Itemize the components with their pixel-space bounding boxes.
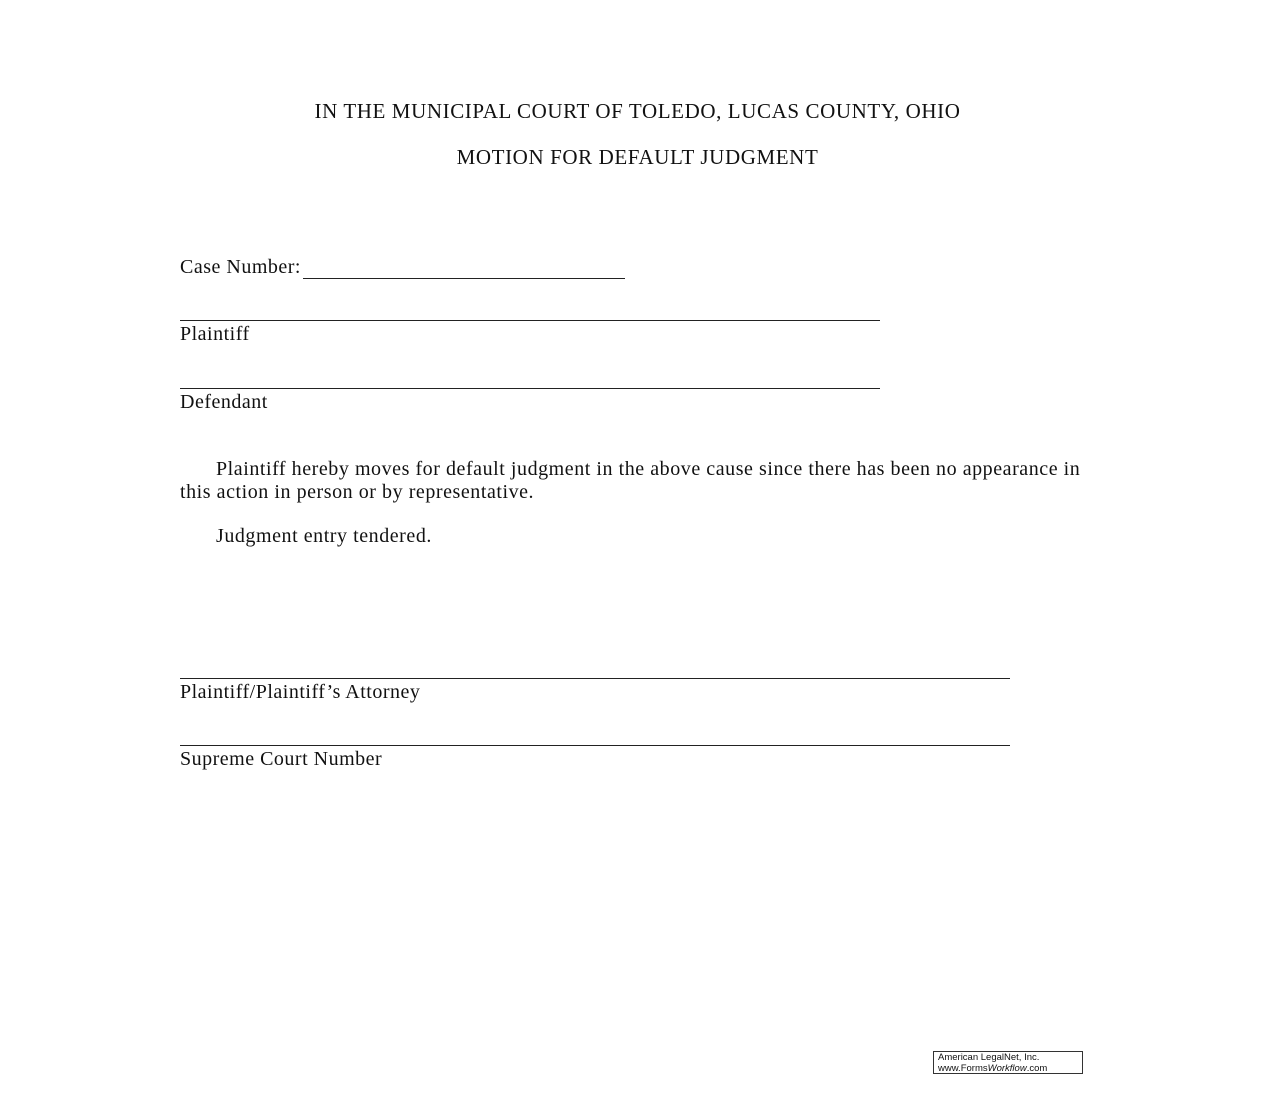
motion-paragraph <box>180 458 1090 504</box>
url-prefix: www.Forms <box>938 1062 988 1074</box>
plaintiff-label: Plaintiff <box>180 323 250 345</box>
case-number-row <box>180 256 625 279</box>
plaintiff-signature-line[interactable] <box>180 320 880 321</box>
tender-text: Judgment entry tendered. <box>216 525 432 547</box>
publisher-name: American LegalNet, Inc. <box>938 1052 1040 1063</box>
defendant-signature-line[interactable] <box>180 388 880 389</box>
url-suffix: .com <box>1026 1062 1048 1074</box>
case-number-label: Case Number: <box>180 256 301 278</box>
publisher-url <box>938 1064 1082 1075</box>
publisher-logo <box>933 1051 1083 1074</box>
form-title: MOTION FOR DEFAULT JUDGMENT <box>456 145 819 169</box>
defendant-label: Defendant <box>180 391 268 413</box>
attorney-label: Plaintiff/Plaintiff’s Attorney <box>180 681 421 703</box>
case-number-blank[interactable] <box>303 258 625 279</box>
url-brand: Workflow <box>987 1062 1027 1074</box>
motion-text: Plaintiff hereby moves for default judgment in the above cause since there has been no appearance in this action in person or by representative. <box>180 458 1081 503</box>
attorney-signature-line[interactable] <box>180 678 1010 679</box>
tender-paragraph <box>180 525 1090 548</box>
supreme-court-number-line[interactable] <box>180 745 1010 746</box>
supreme-court-number-label: Supreme Court Number <box>180 748 383 770</box>
court-heading: IN THE MUNICIPAL COURT OF TOLEDO, LUCAS COUNTY, OHIO <box>314 99 961 123</box>
